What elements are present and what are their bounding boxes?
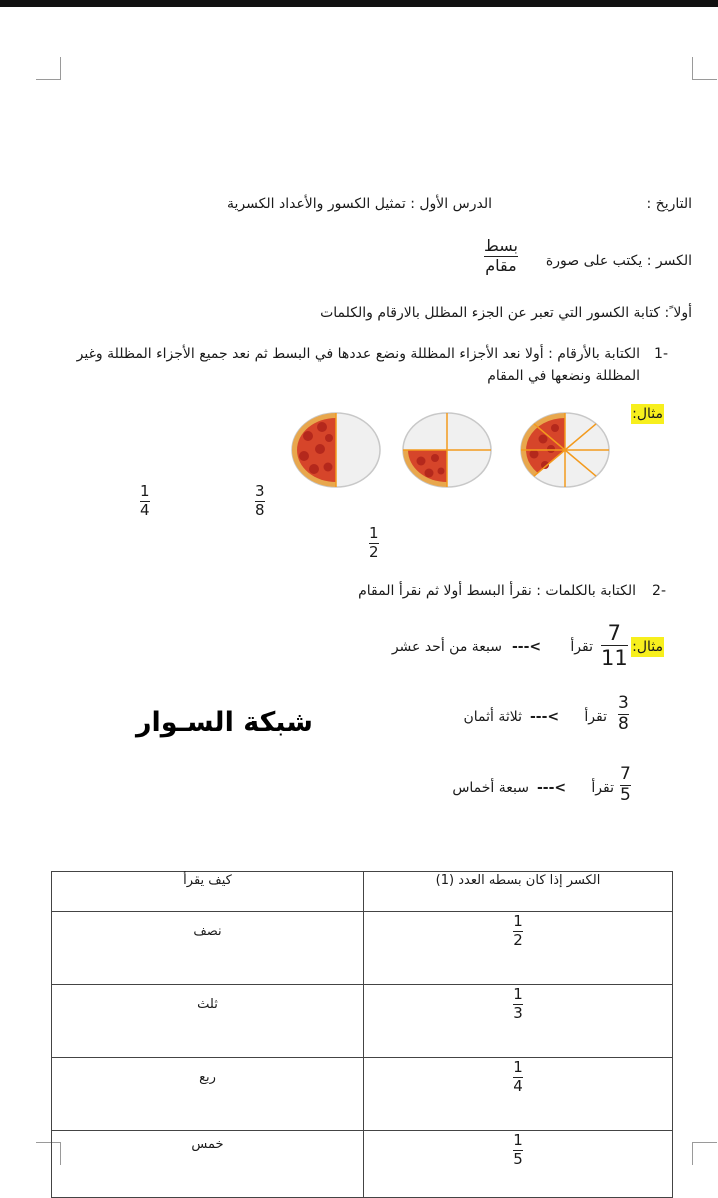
table-row xyxy=(52,1131,673,1198)
word-example-3-words: سبعة أخماس xyxy=(452,780,529,796)
date-label: التاريخ : xyxy=(646,196,692,212)
word-example-2-fraction xyxy=(618,693,629,734)
example-label-2: مثال: xyxy=(632,639,663,655)
fraction-cell: $\frac{1}{3}$ xyxy=(364,985,673,1058)
numerator: 7 xyxy=(620,764,631,784)
reading-cell: نصف xyxy=(52,912,364,985)
fraction-cell: $\frac{1}{5}$ xyxy=(364,1131,673,1198)
header-fraction: الكسر إذا كان بسطه العدد (1) xyxy=(364,872,673,912)
reading-cell: ثلث xyxy=(52,985,364,1058)
table-header-row xyxy=(52,872,673,912)
word-example-3-fraction xyxy=(620,764,631,805)
lesson-title: الدرس الأول : تمثيل الكسور والأعداد الكسرية xyxy=(227,196,492,212)
table-row xyxy=(52,1058,673,1131)
denominator: 4 xyxy=(140,500,150,519)
example-label-1: مثال: xyxy=(632,406,663,422)
header-reading: كيف يقرأ xyxy=(52,872,364,912)
word-example-1-reads: تقرأ xyxy=(570,639,593,655)
numerator: 1 xyxy=(369,524,379,542)
fraction-cell: $\frac{1}{2}$ xyxy=(364,912,673,985)
numerator: 7 xyxy=(607,621,622,645)
table-row xyxy=(52,912,673,985)
denominator: 8 xyxy=(618,713,629,734)
item-1-line-1: الكتابة بالأرقام : أولا نعد الأجزاء المظللة ونضع عددها في البسط ثم نعد جميع الأجزاء المظللة وغير xyxy=(76,346,640,362)
table-row xyxy=(52,985,673,1058)
answer-fraction-three-eighths xyxy=(255,481,265,519)
item-2-text: الكتابة بالكلمات : نقرأ البسط أولا ثم نقرأ المقام xyxy=(358,583,636,599)
denominator: 2 xyxy=(369,542,379,561)
definition-text: الكسر : يكتب على صورة xyxy=(545,253,692,269)
crop-mark-bottom-right xyxy=(692,1142,717,1165)
word-example-2-words: ثلاثة أثمان xyxy=(463,709,522,725)
denominator-word: مقام xyxy=(485,255,517,275)
item-2-number: -2 xyxy=(652,583,666,599)
answer-fraction-quarter xyxy=(140,481,150,519)
numerator: 3 xyxy=(618,693,629,713)
crop-mark-top-left xyxy=(36,57,61,80)
definition-fraction xyxy=(484,236,518,275)
word-example-1-arrow: ---< xyxy=(512,639,542,655)
top-border xyxy=(0,0,718,7)
pizza-three-eighths-icon xyxy=(519,411,611,489)
denominator: 5 xyxy=(620,784,631,805)
word-example-2-reads: تقرأ xyxy=(584,709,607,725)
word-example-3-reads: تقرأ xyxy=(591,780,614,796)
answer-fraction-half xyxy=(369,523,379,561)
item-1-line-2: المظللة ونضعها في المقام xyxy=(487,368,640,384)
numerator: 1 xyxy=(140,482,150,500)
reading-cell: خمس xyxy=(52,1131,364,1198)
pizza-quarter-icon xyxy=(401,411,493,489)
numerator: 3 xyxy=(255,482,265,500)
item-1-number: -1 xyxy=(654,346,668,362)
fractions-table xyxy=(51,871,673,1198)
pizza-half-icon xyxy=(290,411,382,489)
watermark-text: شبكة السـوار xyxy=(136,707,313,738)
word-example-1-words: سبعة من أحد عشر xyxy=(391,639,502,655)
section-one-heading: أولا ً: كتابة الكسور التي تعبر عن الجزء المظلل بالارقام والكلمات xyxy=(320,305,692,321)
word-example-1-fraction xyxy=(601,622,628,669)
denominator: 11 xyxy=(601,646,628,671)
fraction-cell: $\frac{1}{4}$ xyxy=(364,1058,673,1131)
crop-mark-top-right xyxy=(692,57,717,80)
reading-cell: ربع xyxy=(52,1058,364,1131)
word-example-3-arrow: ---< xyxy=(537,780,567,796)
denominator: 8 xyxy=(255,500,265,519)
numerator-word: بسط xyxy=(484,236,518,255)
word-example-2-arrow: ---< xyxy=(530,709,560,725)
